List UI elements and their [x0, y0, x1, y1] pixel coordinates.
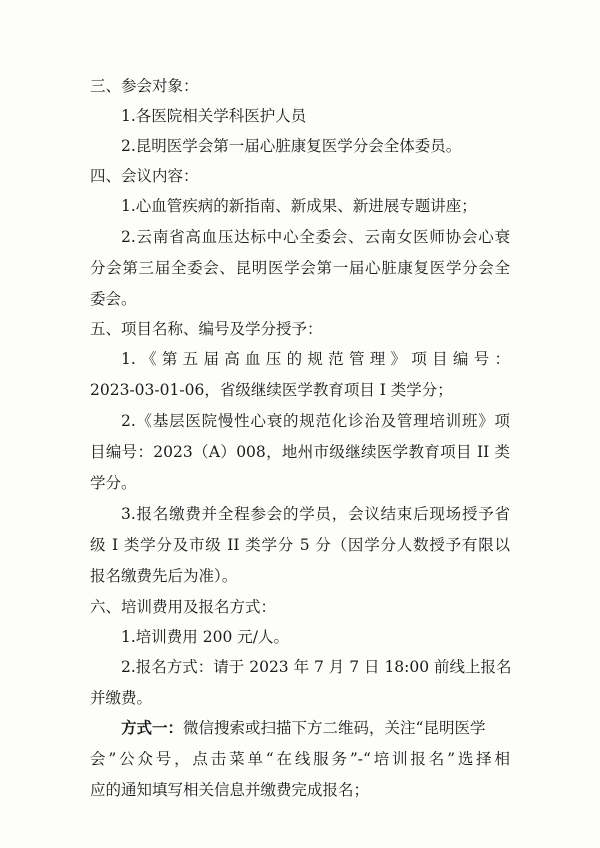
body-line: 2.报名方式：请于 2023 年 7 月 7 日 18:00 前线上报名	[121, 658, 512, 676]
method-one-line	[121, 718, 510, 738]
method-one-label: 方式一：	[121, 718, 184, 737]
section-five-heading: 五、项目名称、编号及学分授予：	[90, 320, 323, 338]
body-line: 1.《第五届高血压的规范管理》项目编号：	[121, 350, 510, 368]
body-line: 2.《基层医院慢性心衰的规范化诊治及管理培训班》项	[121, 412, 510, 430]
body-line: 目编号：2023（A）008，地州市级继续医学教育项目 II 类	[90, 443, 510, 461]
body-line: 报名缴费先后为准）。	[90, 567, 238, 585]
section-three-heading: 三、参会对象：	[90, 77, 199, 95]
body-line: 2.昆明医学会第一届心脏康复医学分会全体委员。	[121, 137, 462, 155]
body-line: 3.报名缴费并全程参会的学员，会议结束后现场授予省	[121, 505, 510, 523]
body-line: 1.心血管疾病的新指南、新成果、新进展专题讲座；	[121, 197, 477, 215]
body-line: 应的通知填写相关信息并缴费完成报名；	[90, 781, 370, 799]
body-line: 会”公众号，点击菜单“在线服务”-“培训报名”选择相	[90, 750, 510, 768]
body-line: 分会第三届全委会、昆明医学会第一届心脏康复医学分会全	[90, 259, 510, 277]
section-six-heading: 六、培训费用及报名方式：	[90, 598, 277, 616]
body-line: 委会。	[90, 290, 137, 308]
body-line: 2023-03-01-06，省级继续医学教育项目 I 类学分；	[90, 381, 453, 399]
body-line: 2.云南省高血压达标中心全委会、云南女医师协会心衰	[121, 228, 510, 246]
method-one-text: 微信搜索或扫描下方二维码，关注“昆明医学	[183, 719, 486, 737]
body-line: 学分。	[90, 474, 137, 492]
body-line: 级 I 类学分及市级 II 类学分 5 分（因学分人数授予有限以	[90, 536, 510, 554]
body-line: 并缴费。	[90, 689, 153, 707]
section-four-heading: 四、会议内容：	[90, 167, 199, 185]
body-line: 1.各医院相关学科医护人员	[121, 107, 307, 125]
body-line: 1.培训费用 200 元/人。	[121, 628, 289, 646]
